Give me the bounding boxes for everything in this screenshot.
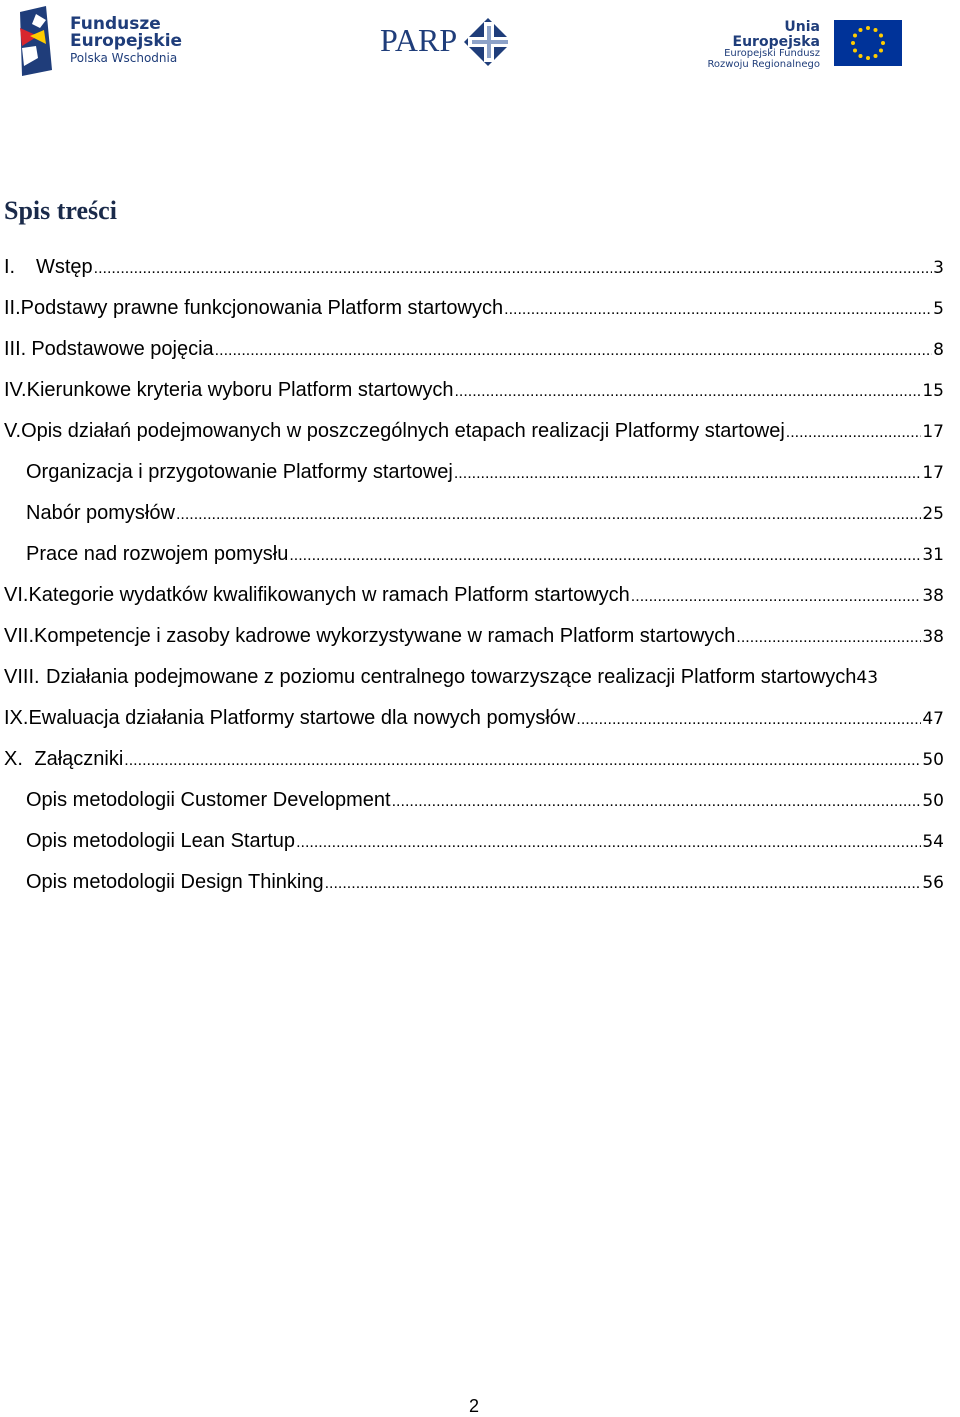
toc-item-6[interactable] [4,584,944,614]
toc-item-label: Opis działań podejmowanych w poszczególnych etapach realizacji Platformy startowej [21,420,785,442]
toc-item-number: X. [4,748,23,770]
toc-item-number: II. [4,297,21,319]
toc-leader-dots [392,793,922,811]
toc-subitem-prace[interactable] [26,543,944,573]
toc-item-page: 54 [922,832,944,852]
toc-subitem-customer-development[interactable] [26,789,944,819]
ue-logo-line1: Unia Europejska [732,19,820,50]
toc-item-number: IX. [4,707,29,729]
toc-item-label: Kierunkowe kryteria wyboru Platform startowych [26,379,454,401]
ue-logo-line3: Rozwoju Regionalnego [707,58,820,70]
toc-item-label: Opis metodologii Customer Development [26,789,391,811]
toc-item-page: 5 [933,299,944,319]
toc-item-page: 38 [922,586,944,606]
toc-leader-dots [736,629,921,647]
toc-item-label: Załączniki [34,748,124,770]
toc-item-9[interactable] [4,707,944,737]
toc-leader-dots [325,875,922,893]
toc-leader-dots [94,260,933,278]
toc-title: Spis treści [4,196,117,225]
toc-leader-dots [124,752,921,770]
toc-item-5[interactable] [4,420,944,450]
fe-logo-line1: Fundusze [70,14,161,34]
toc-item-number: VI. [4,584,29,606]
toc-item-2[interactable] [4,297,944,327]
toc-leader-dots [296,834,921,852]
toc-subitem-design-thinking[interactable] [26,871,944,901]
toc-item-3[interactable] [4,338,944,368]
toc-item-1[interactable] [4,256,944,286]
fe-logo-line2: Europejskie [70,31,183,51]
toc-item-label: Podstawowe pojęcia [31,338,214,360]
page-header [0,0,960,100]
toc-leader-dots [786,424,922,442]
toc-leader-dots [215,342,933,360]
toc-item-page: 43 [856,668,879,688]
toc-leader-dots [576,711,921,729]
ue-logo-line2: Europejski Fundusz [724,48,820,60]
toc-leader-dots [289,547,921,565]
toc-item-number: IV. [4,379,27,401]
toc-item-label: Ewaluacja działania Platformy startowe dla nowych pomysłów [28,707,576,729]
toc-item-label: Kategorie wydatków kwalifikowanych w ramach Platform startowych [28,584,630,606]
toc-item-page: 31 [922,545,944,565]
toc-subitem-nabor[interactable] [26,502,944,532]
toc-item-number: V. [4,420,22,442]
toc-item-page: 25 [922,504,944,524]
toc-item-label: Opis metodologii Design Thinking [26,871,324,893]
toc-item-page: 38 [922,627,944,647]
toc-item-page: 17 [922,463,944,483]
toc-item-page: 56 [922,873,944,893]
page-number: 2 [468,1396,479,1416]
toc-item-page: 3 [933,258,944,278]
toc-item-label: Prace nad rozwojem pomysłu [26,543,289,565]
toc-subitem-organizacja[interactable] [26,461,944,491]
toc-item-label: Organizacja i przygotowanie Platformy startowej [26,461,453,483]
toc-item-page: 15 [922,381,944,401]
toc-item-number: VII. [4,625,35,647]
toc-item-10[interactable] [4,748,944,778]
unia-europejska-logo [702,18,904,70]
toc-leader-dots [176,506,921,524]
toc-item-label: Nabór pomysłów [26,502,175,524]
eu-flag-icon [834,20,902,66]
toc-item-page: 50 [922,791,944,811]
fe-logo-line3: Polska Wschodnia [70,51,178,65]
toc-item-label: Wstęp [35,256,93,278]
toc-leader-dots [631,588,922,606]
toc-item-label: Działania podejmowane z poziomu centralnego towarzyszące realizacji Platform startowych [46,666,857,688]
toc-leader-dots [454,383,921,401]
toc-item-label: Opis metodologii Lean Startup [26,830,296,852]
fe-flag-icon [16,6,56,80]
toc-item-7[interactable] [4,625,944,655]
toc-item-page: 47 [922,709,944,729]
toc-item-page: 8 [933,340,944,360]
toc-item-label: Podstawy prawne funkcjonowania Platform startowych [20,297,504,319]
toc-item-page: 50 [922,750,944,770]
toc-item-4[interactable] [4,379,944,409]
parp-logo [380,18,520,68]
toc-item-number: III. [4,338,27,360]
parp-arrow-icon [464,18,516,68]
toc-item-number: VIII. [4,666,40,688]
toc-item-label: Kompetencje i zasoby kadrowe wykorzystywane w ramach Platform startowych [34,625,736,647]
toc-item-number: I. [4,256,16,278]
toc-subitem-lean-startup[interactable] [26,830,944,860]
toc-leader-dots [504,301,932,319]
toc-item-8[interactable] [4,666,960,696]
parp-logo-text: PARP [380,22,458,58]
toc-leader-dots [454,465,922,483]
fundusze-europejskie-logo [16,6,196,80]
toc-item-page: 17 [922,422,944,442]
